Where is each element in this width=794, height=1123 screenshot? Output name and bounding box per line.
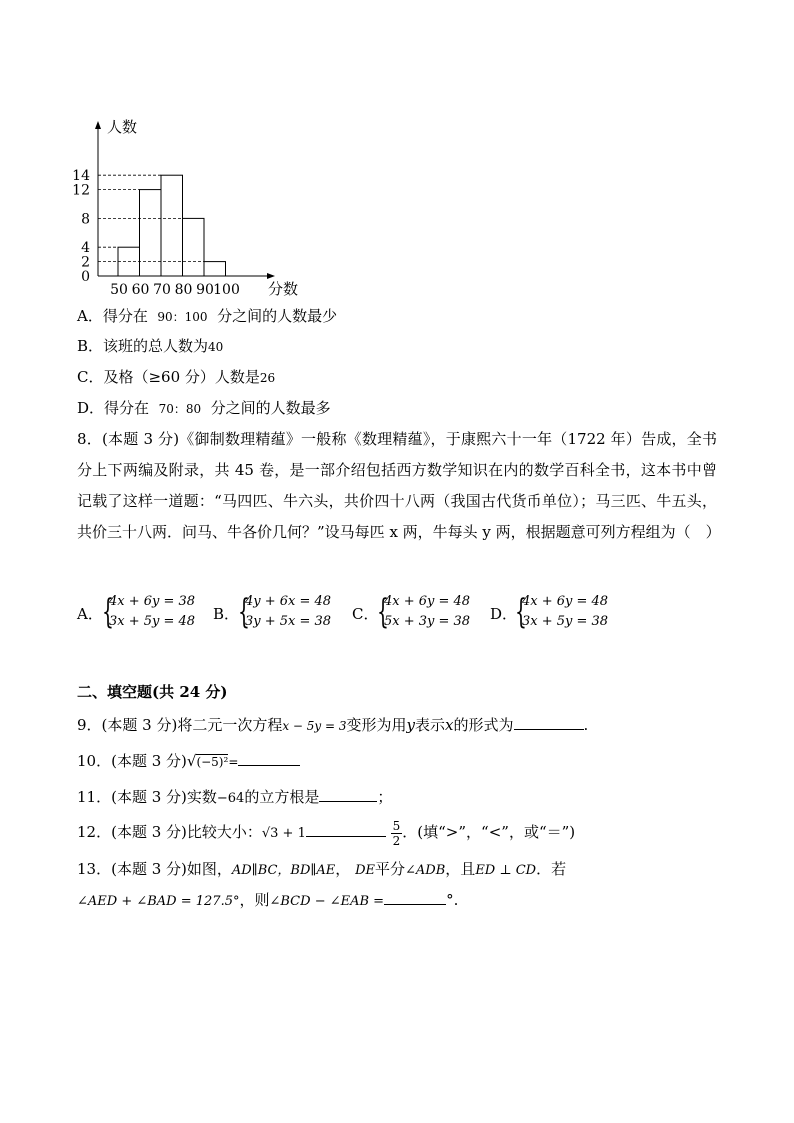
q7-a-tail: 分之间的人数最少 xyxy=(217,307,338,325)
x-tick-label: 90 xyxy=(196,282,214,298)
q13-cond2-tail: 平分 xyxy=(375,860,406,878)
q9-prefix: 9．(本题 3 分)将二元一次方程 xyxy=(77,716,283,734)
q13-line1 xyxy=(77,859,566,881)
q8-a-label: A． xyxy=(77,605,103,623)
q8-b-eq1: 4y + 6x = 48 xyxy=(245,594,332,609)
q7-d-range: 70：80 xyxy=(158,402,202,416)
x-axis-arrow-icon xyxy=(267,273,275,279)
q7-c-label: C．及格（≥60 分）人数是 xyxy=(77,368,260,386)
section-title: 二、填空题(共 24 分) xyxy=(77,683,228,701)
histogram-chart xyxy=(70,112,310,302)
q8-d-eq2: 3x + 5y = 38 xyxy=(522,614,609,629)
q7-b-value: 40 xyxy=(208,340,224,354)
sqrt-icon: √ xyxy=(186,752,197,770)
q7-d-tail: 分之间的人数最多 xyxy=(210,399,331,417)
q7-option-b xyxy=(77,336,223,357)
q11-line xyxy=(77,786,392,809)
q9-mid: 变形为用 xyxy=(346,716,407,734)
y-tick-label: 14 xyxy=(72,168,90,185)
q8-c-eq2: 5x + 3y = 38 xyxy=(384,614,471,629)
q8-a-eq1: 4x + 6y = 38 xyxy=(109,594,196,609)
y-tick-label: 8 xyxy=(81,211,90,228)
histogram-bar xyxy=(161,175,183,276)
q8-c-eq1: 4x + 6y = 48 xyxy=(384,594,471,609)
q10-line xyxy=(77,750,300,772)
brace-icon: { xyxy=(377,592,389,632)
q12-line xyxy=(77,815,575,851)
y-axis-label: 人数 xyxy=(107,118,138,136)
y-tick-label: 2 xyxy=(81,254,90,271)
q8-a-eq2: 3x + 5y = 48 xyxy=(109,614,196,629)
q13-given: ∠AED + ∠BAD = 127.5° xyxy=(77,894,240,909)
q8-b-label: B． xyxy=(213,605,240,623)
q12-expression: √3 + 1 xyxy=(261,826,306,841)
q12-denominator: 2 xyxy=(392,833,401,848)
histogram-bar xyxy=(140,190,162,276)
x-tick-label: 80 xyxy=(174,282,193,298)
q7-option-d xyxy=(77,398,331,419)
q9-var-y: y xyxy=(406,716,416,734)
x-tick-label: 70 xyxy=(153,282,171,298)
q11-answer-blank[interactable] xyxy=(319,786,377,802)
q10-answer-blank[interactable] xyxy=(238,750,300,766)
x-axis-label: 分数 xyxy=(268,280,299,298)
q12-fraction xyxy=(391,819,403,848)
brace-icon: { xyxy=(102,592,114,632)
y-tick-label: 0 xyxy=(81,269,90,285)
q8-d-eq1: 4x + 6y = 48 xyxy=(522,594,609,609)
q13-sep: ， xyxy=(335,860,351,878)
y-tick-label: 12 xyxy=(72,182,90,199)
y-tick-label: 4 xyxy=(81,240,90,257)
q11-end: ； xyxy=(377,788,393,806)
q8-b-eq2: 3y + 5x = 38 xyxy=(245,614,332,629)
q13-line2 xyxy=(77,889,458,912)
x-tick-label: 60 xyxy=(131,282,150,298)
histogram-bar xyxy=(204,262,226,276)
q12-suffix: ．(填“>”，“<”，或“＝”) xyxy=(402,823,576,841)
q12-prefix: 12．(本题 3 分)比较大小： xyxy=(77,823,262,841)
q12-answer-blank[interactable] xyxy=(306,821,386,837)
q9-suffix: 的形式为 xyxy=(453,716,514,734)
q13-then: ，则 xyxy=(239,891,270,909)
q13-cond2: DE xyxy=(355,863,376,878)
q12-numerator: 5 xyxy=(392,818,401,833)
q7-c-value: 26 xyxy=(259,371,276,385)
histogram-bar xyxy=(183,218,205,276)
q8-d-label: D． xyxy=(490,605,518,623)
q13-cond4: ED ⊥ CD xyxy=(475,863,537,878)
q7-d-label: D．得分在 xyxy=(77,399,150,417)
q10-prefix: 10．(本题 3 分) xyxy=(77,752,187,770)
q13-end: °. xyxy=(446,891,459,909)
q13-if: ．若 xyxy=(536,860,567,878)
brace-icon: { xyxy=(238,592,250,632)
q7-a-label: A．得分在 xyxy=(77,307,148,325)
q8-c-label: C． xyxy=(352,605,379,623)
q10-equals: = xyxy=(228,755,239,769)
q11-prefix: 11．(本题 3 分)实数 xyxy=(77,788,217,806)
x-tick-label: 100 xyxy=(213,282,240,298)
q13-cond1: AD∥BC，BD∥AE xyxy=(231,863,336,878)
q13-cond3: ∠ADB xyxy=(405,863,446,878)
q9-mid2: 表示 xyxy=(415,716,446,734)
q9-end: . xyxy=(583,716,589,734)
q10-radicand: (−5)² xyxy=(196,755,229,769)
q9-answer-blank[interactable] xyxy=(514,714,584,730)
q11-number: −64 xyxy=(216,791,245,806)
q13-target: ∠BCD − ∠EAB = xyxy=(269,894,385,909)
q13-and: ，且 xyxy=(445,860,476,878)
q7-option-a xyxy=(77,306,337,327)
q13-prefix: 13．(本题 3 分)如图， xyxy=(77,860,232,878)
q9-var-x: x xyxy=(445,716,454,734)
q11-mid: 的立方根是 xyxy=(244,788,320,806)
q9-line xyxy=(77,714,588,736)
q7-option-c xyxy=(77,367,275,388)
q13-answer-blank[interactable] xyxy=(384,889,446,905)
q7-a-range: 90：100 xyxy=(157,310,208,324)
q7-b-label: B．该班的总人数为 xyxy=(77,337,209,355)
x-tick-label: 50 xyxy=(110,282,128,298)
brace-icon: { xyxy=(515,592,527,632)
q9-equation: x − 5y = 3 xyxy=(282,719,347,733)
y-axis-arrow-icon xyxy=(95,121,101,129)
q8-text: 8．(本题 3 分)《御制数理精蕴》一般称《数理精蕴》，于康熙六十一年（1722 年）告成，全书分上下两编及附录，共 45 卷，是一部介绍包括西方数学知识在内的数学百科全书，这本书中曾记载了这样一道题：“马四匹、牛六头，共价四十八两（我国古代货币单位）；马三匹、牛五头，共价三十八两．问马、牛各价几何？”设马每匹 x 两，牛每头 y 两，根据题意可列方程组为（ ） xyxy=(77,430,721,541)
